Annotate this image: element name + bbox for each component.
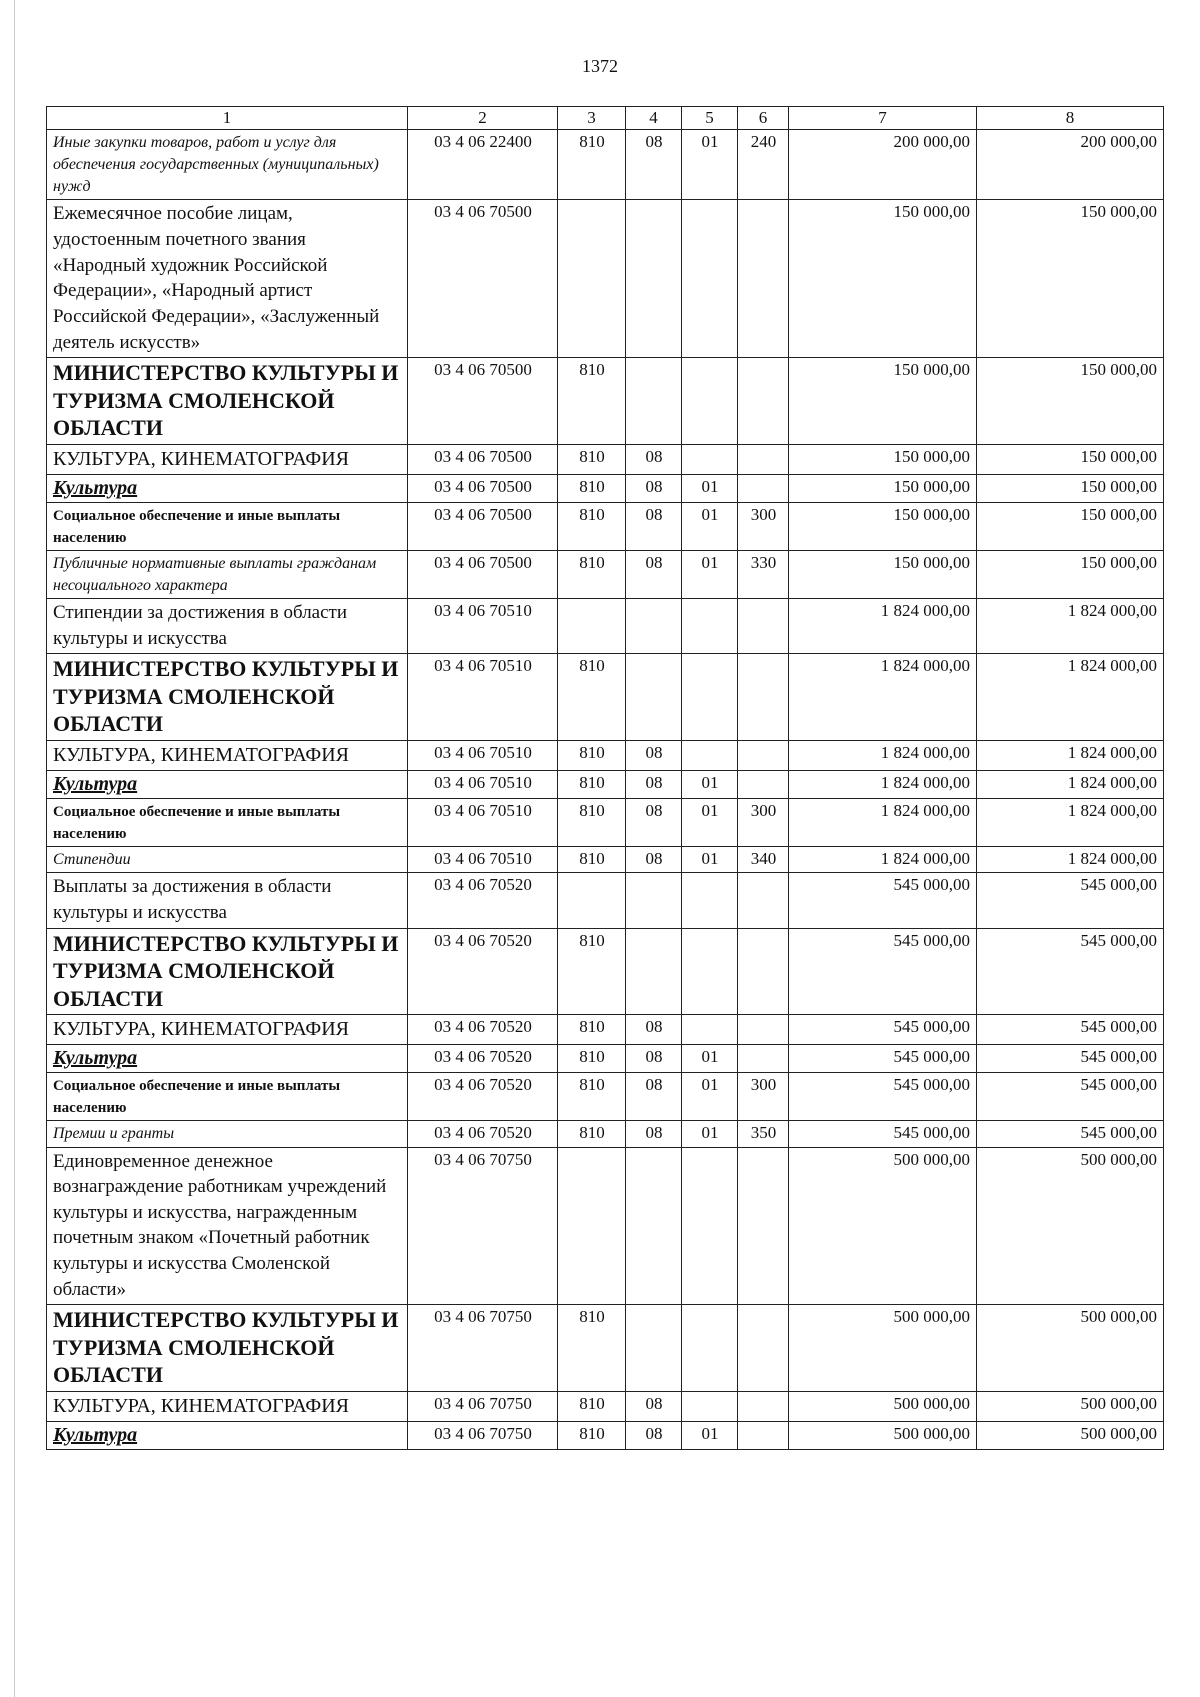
column-header: 7 <box>789 107 977 130</box>
amount-cell: 1 824 000,00 <box>977 740 1164 770</box>
ministry-code-cell: 810 <box>558 1305 626 1392</box>
budget-table <box>46 106 1164 1450</box>
row-name-cell <box>47 1015 408 1045</box>
subsection-code-cell <box>682 1305 738 1392</box>
subsection-code-cell <box>682 1391 738 1421</box>
amount-cell: 1 824 000,00 <box>789 599 977 654</box>
row-name-text: Социальное обеспечение и иные выплаты населению <box>53 507 341 546</box>
target-code-cell: 03 4 06 70520 <box>408 1073 558 1121</box>
row-name-cell <box>47 1045 408 1073</box>
row-name-text: Публичные нормативные выплаты гражданам несоциального характера <box>53 555 377 595</box>
target-code-cell: 03 4 06 70750 <box>408 1391 558 1421</box>
subsection-code-cell <box>682 740 738 770</box>
target-code-cell: 03 4 06 70510 <box>408 770 558 798</box>
amount-cell: 1 824 000,00 <box>977 770 1164 798</box>
row-name-text: Культура <box>53 476 138 499</box>
table-row <box>47 1045 1164 1073</box>
expense-type-cell <box>738 1391 789 1421</box>
section-code-cell: 08 <box>626 1121 682 1147</box>
row-name-cell <box>47 358 408 445</box>
section-code-cell: 08 <box>626 1421 682 1449</box>
section-code-cell: 08 <box>626 1045 682 1073</box>
subsection-code-cell <box>682 928 738 1015</box>
expense-type-cell <box>738 200 789 358</box>
column-header: 2 <box>408 107 558 130</box>
subsection-code-cell <box>682 873 738 928</box>
amount-cell: 545 000,00 <box>977 1015 1164 1045</box>
expense-type-cell: 240 <box>738 130 789 200</box>
subsection-code-cell: 01 <box>682 1421 738 1449</box>
amount-cell: 150 000,00 <box>977 200 1164 358</box>
amount-cell: 1 824 000,00 <box>977 654 1164 741</box>
table-row <box>47 130 1164 200</box>
row-name-text: Социальное обеспечение и иные выплаты населению <box>53 1078 341 1117</box>
ministry-code-cell: 810 <box>558 799 626 847</box>
row-name-text: КУЛЬТУРА, КИНЕМАТОГРАФИЯ <box>53 1018 349 1041</box>
expense-type-cell: 340 <box>738 847 789 873</box>
table-row <box>47 873 1164 928</box>
ministry-code-cell: 810 <box>558 740 626 770</box>
ministry-code-cell: 810 <box>558 1073 626 1121</box>
section-code-cell: 08 <box>626 740 682 770</box>
target-code-cell: 03 4 06 70750 <box>408 1421 558 1449</box>
table-row <box>47 599 1164 654</box>
amount-cell: 150 000,00 <box>789 358 977 445</box>
row-name-text: МИНИСТЕРСТВО КУЛЬТУРЫ И ТУРИЗМА СМОЛЕНСКОЙ ОБЛАСТИ <box>53 1307 399 1388</box>
column-header: 4 <box>626 107 682 130</box>
row-name-text: Премии и гранты <box>53 1125 175 1143</box>
ministry-code-cell: 810 <box>558 502 626 550</box>
target-code-cell: 03 4 06 70510 <box>408 847 558 873</box>
subsection-code-cell: 01 <box>682 1121 738 1147</box>
target-code-cell: 03 4 06 70510 <box>408 599 558 654</box>
section-code-cell: 08 <box>626 799 682 847</box>
expense-type-cell <box>738 474 789 502</box>
subsection-code-cell: 01 <box>682 130 738 200</box>
row-name-cell <box>47 740 408 770</box>
ministry-code-cell <box>558 200 626 358</box>
amount-cell: 500 000,00 <box>977 1305 1164 1392</box>
amount-cell: 150 000,00 <box>789 474 977 502</box>
column-header: 6 <box>738 107 789 130</box>
row-name-cell <box>47 502 408 550</box>
subsection-code-cell <box>682 200 738 358</box>
amount-cell: 545 000,00 <box>789 1073 977 1121</box>
table-row <box>47 502 1164 550</box>
row-name-text: Иные закупки товаров, работ и услуг для обеспечения государственных (муниципальных) нужд <box>53 134 379 196</box>
target-code-cell: 03 4 06 70520 <box>408 1121 558 1147</box>
expense-type-cell <box>738 599 789 654</box>
target-code-cell: 03 4 06 70750 <box>408 1147 558 1305</box>
ministry-code-cell: 810 <box>558 928 626 1015</box>
row-name-text: МИНИСТЕРСТВО КУЛЬТУРЫ И ТУРИЗМА СМОЛЕНСКОЙ ОБЛАСТИ <box>53 930 399 1011</box>
row-name-text: КУЛЬТУРА, КИНЕМАТОГРАФИЯ <box>53 743 349 766</box>
table-row <box>47 1073 1164 1121</box>
table-row <box>47 474 1164 502</box>
amount-cell: 1 824 000,00 <box>977 799 1164 847</box>
target-code-cell: 03 4 06 70520 <box>408 1045 558 1073</box>
row-name-text: МИНИСТЕРСТВО КУЛЬТУРЫ И ТУРИЗМА СМОЛЕНСКОЙ ОБЛАСТИ <box>53 656 399 737</box>
table-row <box>47 770 1164 798</box>
expense-type-cell <box>738 1147 789 1305</box>
row-name-cell <box>47 444 408 474</box>
ministry-code-cell: 810 <box>558 358 626 445</box>
target-code-cell: 03 4 06 70500 <box>408 200 558 358</box>
page-number: 1372 <box>582 56 618 76</box>
row-name-text: Выплаты за достижения в области культуры и искусства <box>53 876 332 923</box>
table-row <box>47 200 1164 358</box>
table-row <box>47 1121 1164 1147</box>
amount-cell: 545 000,00 <box>789 873 977 928</box>
target-code-cell: 03 4 06 70520 <box>408 1015 558 1045</box>
table-row <box>47 1421 1164 1449</box>
row-name-cell <box>47 654 408 741</box>
amount-cell: 150 000,00 <box>789 551 977 599</box>
row-name-cell <box>47 474 408 502</box>
row-name-cell <box>47 928 408 1015</box>
expense-type-cell: 350 <box>738 1121 789 1147</box>
target-code-cell: 03 4 06 70750 <box>408 1305 558 1392</box>
expense-type-cell: 300 <box>738 502 789 550</box>
scan-margin-line <box>14 0 15 1697</box>
section-code-cell <box>626 599 682 654</box>
ministry-code-cell: 810 <box>558 551 626 599</box>
amount-cell: 1 824 000,00 <box>789 799 977 847</box>
target-code-cell: 03 4 06 70500 <box>408 444 558 474</box>
row-name-cell <box>47 873 408 928</box>
row-name-text: Культура <box>53 1047 138 1070</box>
column-header: 8 <box>977 107 1164 130</box>
table-row <box>47 654 1164 741</box>
row-name-text: МИНИСТЕРСТВО КУЛЬТУРЫ И ТУРИЗМА СМОЛЕНСКОЙ ОБЛАСТИ <box>53 360 399 441</box>
amount-cell: 500 000,00 <box>977 1391 1164 1421</box>
table-row <box>47 1391 1164 1421</box>
expense-type-cell <box>738 1421 789 1449</box>
ministry-code-cell: 810 <box>558 847 626 873</box>
amount-cell: 545 000,00 <box>977 1121 1164 1147</box>
expense-type-cell: 300 <box>738 799 789 847</box>
section-code-cell: 08 <box>626 130 682 200</box>
row-name-cell <box>47 799 408 847</box>
subsection-code-cell: 01 <box>682 799 738 847</box>
table-row <box>47 1015 1164 1045</box>
ministry-code-cell: 810 <box>558 1421 626 1449</box>
amount-cell: 500 000,00 <box>977 1421 1164 1449</box>
amount-cell: 545 000,00 <box>977 928 1164 1015</box>
table-body <box>47 130 1164 1450</box>
section-code-cell: 08 <box>626 770 682 798</box>
target-code-cell: 03 4 06 70510 <box>408 799 558 847</box>
section-code-cell: 08 <box>626 1391 682 1421</box>
target-code-cell: 03 4 06 70510 <box>408 740 558 770</box>
row-name-text: Ежемесячное пособие лицам, удостоенным почетного звания «Народный художник Российской Федерации», «Народный артист Российской Федерации», «Заслуженный деятель искусств» <box>53 203 380 353</box>
expense-type-cell <box>738 873 789 928</box>
target-code-cell: 03 4 06 70500 <box>408 474 558 502</box>
row-name-text: Культура <box>53 1423 138 1446</box>
subsection-code-cell <box>682 654 738 741</box>
ministry-code-cell: 810 <box>558 770 626 798</box>
amount-cell: 500 000,00 <box>789 1147 977 1305</box>
subsection-code-cell <box>682 599 738 654</box>
table-row <box>47 444 1164 474</box>
row-name-cell <box>47 130 408 200</box>
row-name-cell <box>47 1073 408 1121</box>
expense-type-cell <box>738 444 789 474</box>
subsection-code-cell: 01 <box>682 474 738 502</box>
ministry-code-cell: 810 <box>558 654 626 741</box>
table-row <box>47 358 1164 445</box>
expense-type-cell: 330 <box>738 551 789 599</box>
section-code-cell <box>626 928 682 1015</box>
column-header: 5 <box>682 107 738 130</box>
subsection-code-cell <box>682 1015 738 1045</box>
section-code-cell: 08 <box>626 1073 682 1121</box>
table-row <box>47 928 1164 1015</box>
expense-type-cell <box>738 358 789 445</box>
subsection-code-cell: 01 <box>682 1045 738 1073</box>
subsection-code-cell <box>682 444 738 474</box>
row-name-cell <box>47 770 408 798</box>
subsection-code-cell: 01 <box>682 770 738 798</box>
table-row <box>47 1305 1164 1392</box>
subsection-code-cell <box>682 1147 738 1305</box>
ministry-code-cell: 810 <box>558 444 626 474</box>
ministry-code-cell: 810 <box>558 474 626 502</box>
section-code-cell <box>626 1147 682 1305</box>
ministry-code-cell: 810 <box>558 1121 626 1147</box>
row-name-text: Социальное обеспечение и иные выплаты населению <box>53 804 341 843</box>
row-name-text: Стипендии за достижения в области культуры и искусства <box>53 602 348 649</box>
row-name-cell <box>47 200 408 358</box>
section-code-cell: 08 <box>626 1015 682 1045</box>
ministry-code-cell: 810 <box>558 1015 626 1045</box>
amount-cell: 200 000,00 <box>789 130 977 200</box>
amount-cell: 500 000,00 <box>977 1147 1164 1305</box>
expense-type-cell <box>738 770 789 798</box>
ministry-code-cell <box>558 1147 626 1305</box>
amount-cell: 1 824 000,00 <box>789 740 977 770</box>
row-name-cell <box>47 599 408 654</box>
amount-cell: 150 000,00 <box>789 502 977 550</box>
row-name-cell <box>47 1121 408 1147</box>
amount-cell: 1 824 000,00 <box>977 847 1164 873</box>
amount-cell: 1 824 000,00 <box>789 847 977 873</box>
column-header: 1 <box>47 107 408 130</box>
target-code-cell: 03 4 06 70510 <box>408 654 558 741</box>
row-name-cell <box>47 1147 408 1305</box>
amount-cell: 545 000,00 <box>977 1073 1164 1121</box>
amount-cell: 545 000,00 <box>977 1045 1164 1073</box>
amount-cell: 545 000,00 <box>789 928 977 1015</box>
header-row <box>47 107 1164 130</box>
amount-cell: 500 000,00 <box>789 1305 977 1392</box>
ministry-code-cell <box>558 599 626 654</box>
amount-cell: 1 824 000,00 <box>789 654 977 741</box>
table-row <box>47 847 1164 873</box>
section-code-cell: 08 <box>626 551 682 599</box>
expense-type-cell <box>738 1305 789 1392</box>
row-name-text: КУЛЬТУРА, КИНЕМАТОГРАФИЯ <box>53 1394 349 1417</box>
amount-cell: 200 000,00 <box>977 130 1164 200</box>
table-row <box>47 740 1164 770</box>
target-code-cell: 03 4 06 70500 <box>408 502 558 550</box>
row-name-text: Стипендии <box>53 851 131 869</box>
amount-cell: 545 000,00 <box>789 1045 977 1073</box>
amount-cell: 150 000,00 <box>977 551 1164 599</box>
subsection-code-cell: 01 <box>682 502 738 550</box>
column-header: 3 <box>558 107 626 130</box>
amount-cell: 545 000,00 <box>789 1121 977 1147</box>
expense-type-cell <box>738 654 789 741</box>
row-name-cell <box>47 1305 408 1392</box>
row-name-text: Единовременное денежное вознаграждение работникам учреждений культуры и искусства, награжденным почетным знаком «Почетный работник культуры и искусства Смоленской области» <box>53 1150 387 1300</box>
ministry-code-cell <box>558 873 626 928</box>
target-code-cell: 03 4 06 22400 <box>408 130 558 200</box>
target-code-cell: 03 4 06 70500 <box>408 551 558 599</box>
amount-cell: 1 824 000,00 <box>789 770 977 798</box>
amount-cell: 500 000,00 <box>789 1391 977 1421</box>
target-code-cell: 03 4 06 70520 <box>408 873 558 928</box>
ministry-code-cell: 810 <box>558 1391 626 1421</box>
expense-type-cell <box>738 1015 789 1045</box>
amount-cell: 1 824 000,00 <box>977 599 1164 654</box>
section-code-cell <box>626 873 682 928</box>
row-name-text: Культура <box>53 772 138 795</box>
expense-type-cell <box>738 928 789 1015</box>
subsection-code-cell: 01 <box>682 551 738 599</box>
subsection-code-cell: 01 <box>682 847 738 873</box>
amount-cell: 545 000,00 <box>789 1015 977 1045</box>
row-name-cell <box>47 1391 408 1421</box>
amount-cell: 150 000,00 <box>789 444 977 474</box>
expense-type-cell <box>738 740 789 770</box>
amount-cell: 150 000,00 <box>977 358 1164 445</box>
section-code-cell <box>626 358 682 445</box>
section-code-cell: 08 <box>626 502 682 550</box>
amount-cell: 545 000,00 <box>977 873 1164 928</box>
section-code-cell: 08 <box>626 847 682 873</box>
target-code-cell: 03 4 06 70500 <box>408 358 558 445</box>
expense-type-cell: 300 <box>738 1073 789 1121</box>
amount-cell: 150 000,00 <box>977 502 1164 550</box>
section-code-cell <box>626 1305 682 1392</box>
ministry-code-cell: 810 <box>558 130 626 200</box>
section-code-cell: 08 <box>626 444 682 474</box>
table-row <box>47 799 1164 847</box>
section-code-cell <box>626 654 682 741</box>
row-name-cell <box>47 1421 408 1449</box>
subsection-code-cell <box>682 358 738 445</box>
table-row <box>47 1147 1164 1305</box>
subsection-code-cell: 01 <box>682 1073 738 1121</box>
table-row <box>47 551 1164 599</box>
section-code-cell: 08 <box>626 474 682 502</box>
row-name-text: КУЛЬТУРА, КИНЕМАТОГРАФИЯ <box>53 447 349 470</box>
amount-cell: 150 000,00 <box>977 444 1164 474</box>
expense-type-cell <box>738 1045 789 1073</box>
target-code-cell: 03 4 06 70520 <box>408 928 558 1015</box>
amount-cell: 150 000,00 <box>977 474 1164 502</box>
row-name-cell <box>47 551 408 599</box>
amount-cell: 500 000,00 <box>789 1421 977 1449</box>
ministry-code-cell: 810 <box>558 1045 626 1073</box>
section-code-cell <box>626 200 682 358</box>
row-name-cell <box>47 847 408 873</box>
amount-cell: 150 000,00 <box>789 200 977 358</box>
